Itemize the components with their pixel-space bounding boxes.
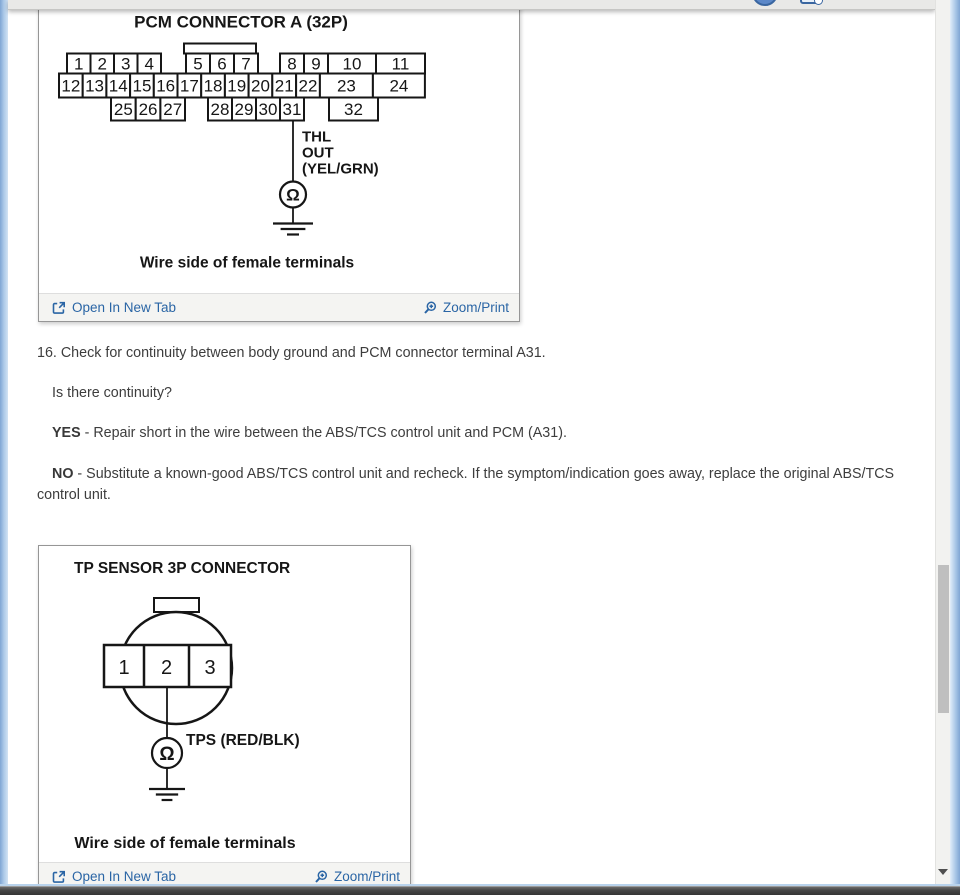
open-in-new-tab-icon	[52, 301, 66, 315]
vertical-scrollbar[interactable]	[935, 0, 950, 884]
ohm-symbol: Ω	[159, 743, 175, 765]
figure-caption: Wire side of female terminals	[74, 835, 296, 852]
tp-sensor-diagram	[39, 546, 410, 862]
figure-tp-sensor-connector	[38, 545, 411, 891]
open-in-new-tab-icon	[52, 870, 66, 884]
pin-number: 4	[144, 54, 154, 74]
open-in-new-tab-label: Open In New Tab	[72, 869, 177, 884]
pin-number: 28	[210, 100, 230, 119]
window-bottom-edge	[0, 886, 960, 895]
pin-number: 29	[234, 100, 254, 119]
pin-number: 14	[108, 76, 128, 96]
window-frame-right	[950, 0, 960, 886]
no-result	[37, 464, 899, 506]
zoom-print-label: Zoom/Print	[333, 869, 400, 884]
pin-number: 6	[217, 54, 227, 74]
pin-number: 3	[121, 54, 131, 74]
scrollbar-down-arrow-icon[interactable]	[938, 869, 948, 875]
ohm-symbol: Ω	[286, 185, 300, 205]
pin-number: 23	[336, 76, 356, 96]
pin-number: 27	[163, 100, 183, 119]
pin-number: 19	[227, 76, 247, 96]
figure-pcm-connector	[38, 0, 520, 322]
pin-number: 1	[118, 657, 130, 679]
pin-number: 12	[61, 76, 81, 96]
no-label: NO	[52, 466, 74, 482]
step-16-text: 16. Check for continuity between body ground and PCM connector terminal A31.	[37, 345, 546, 361]
open-in-new-tab-link[interactable]	[52, 300, 176, 315]
document-content	[8, 0, 935, 884]
yes-text: - Repair short in the wire between the ABS/TCS control unit and PCM (A31).	[80, 425, 567, 441]
pin-number: 3	[204, 657, 216, 679]
pin-number: 24	[389, 76, 409, 96]
figure-title: TP SENSOR 3P CONNECTOR	[74, 560, 291, 577]
pin-number: 16	[156, 76, 176, 96]
pin-number: 10	[342, 54, 362, 74]
pin-number: 7	[241, 54, 251, 74]
wire-label: OUT	[302, 144, 334, 162]
no-text: - Substitute a known-good ABS/TCS control unit and recheck. If the symptom/indication goes away, replace the original ABS/TCS control unit.	[37, 466, 895, 503]
figure-title: PCM CONNECTOR A (32P)	[134, 12, 348, 32]
pin-number: 2	[160, 657, 173, 679]
pin-number: 11	[391, 54, 410, 74]
pin-number: 1	[74, 54, 84, 74]
pin-number: 15	[132, 76, 152, 96]
print-preview-icon[interactable]	[800, 0, 822, 4]
figure-footer	[39, 293, 519, 321]
scrollbar-thumb[interactable]	[938, 565, 949, 713]
yes-result	[37, 423, 899, 444]
pin-number: 30	[258, 100, 278, 119]
window-frame-left	[0, 0, 8, 886]
zoom-print-link[interactable]	[423, 300, 509, 315]
pin-number: 2	[97, 54, 107, 74]
wire-label: (YEL/GRN)	[302, 160, 379, 178]
wire-label: TPS (RED/BLK)	[186, 732, 300, 749]
zoom-plus-icon	[314, 870, 328, 884]
pin-number: 31	[282, 100, 302, 119]
toolbar	[8, 0, 935, 10]
pin-number: 25	[113, 100, 133, 119]
figure-caption: Wire side of female terminals	[139, 254, 355, 272]
pin-number: 8	[287, 54, 297, 74]
pin-number: 20	[250, 76, 270, 96]
pin-number: 32	[344, 100, 363, 119]
pcm-connector-diagram	[39, 0, 519, 293]
pin-number: 18	[203, 76, 223, 96]
pin-number: 13	[85, 76, 105, 96]
pin-number: 17	[179, 76, 199, 96]
wire-label: THL	[302, 128, 332, 146]
pin-number: 5	[193, 54, 203, 74]
yes-label: YES	[52, 425, 81, 441]
continuity-question: Is there continuity?	[52, 385, 173, 401]
zoom-print-label: Zoom/Print	[442, 300, 509, 315]
pin-number: 21	[274, 76, 294, 96]
open-in-new-tab-link[interactable]	[52, 869, 176, 884]
open-in-new-tab-label: Open In New Tab	[72, 300, 177, 315]
pin-number: 9	[311, 54, 321, 74]
pin-number: 22	[298, 76, 318, 96]
zoom-plus-icon	[423, 301, 437, 315]
zoom-print-link[interactable]	[314, 869, 400, 884]
user-avatar-icon[interactable]	[752, 0, 778, 6]
pin-number: 26	[138, 100, 158, 119]
